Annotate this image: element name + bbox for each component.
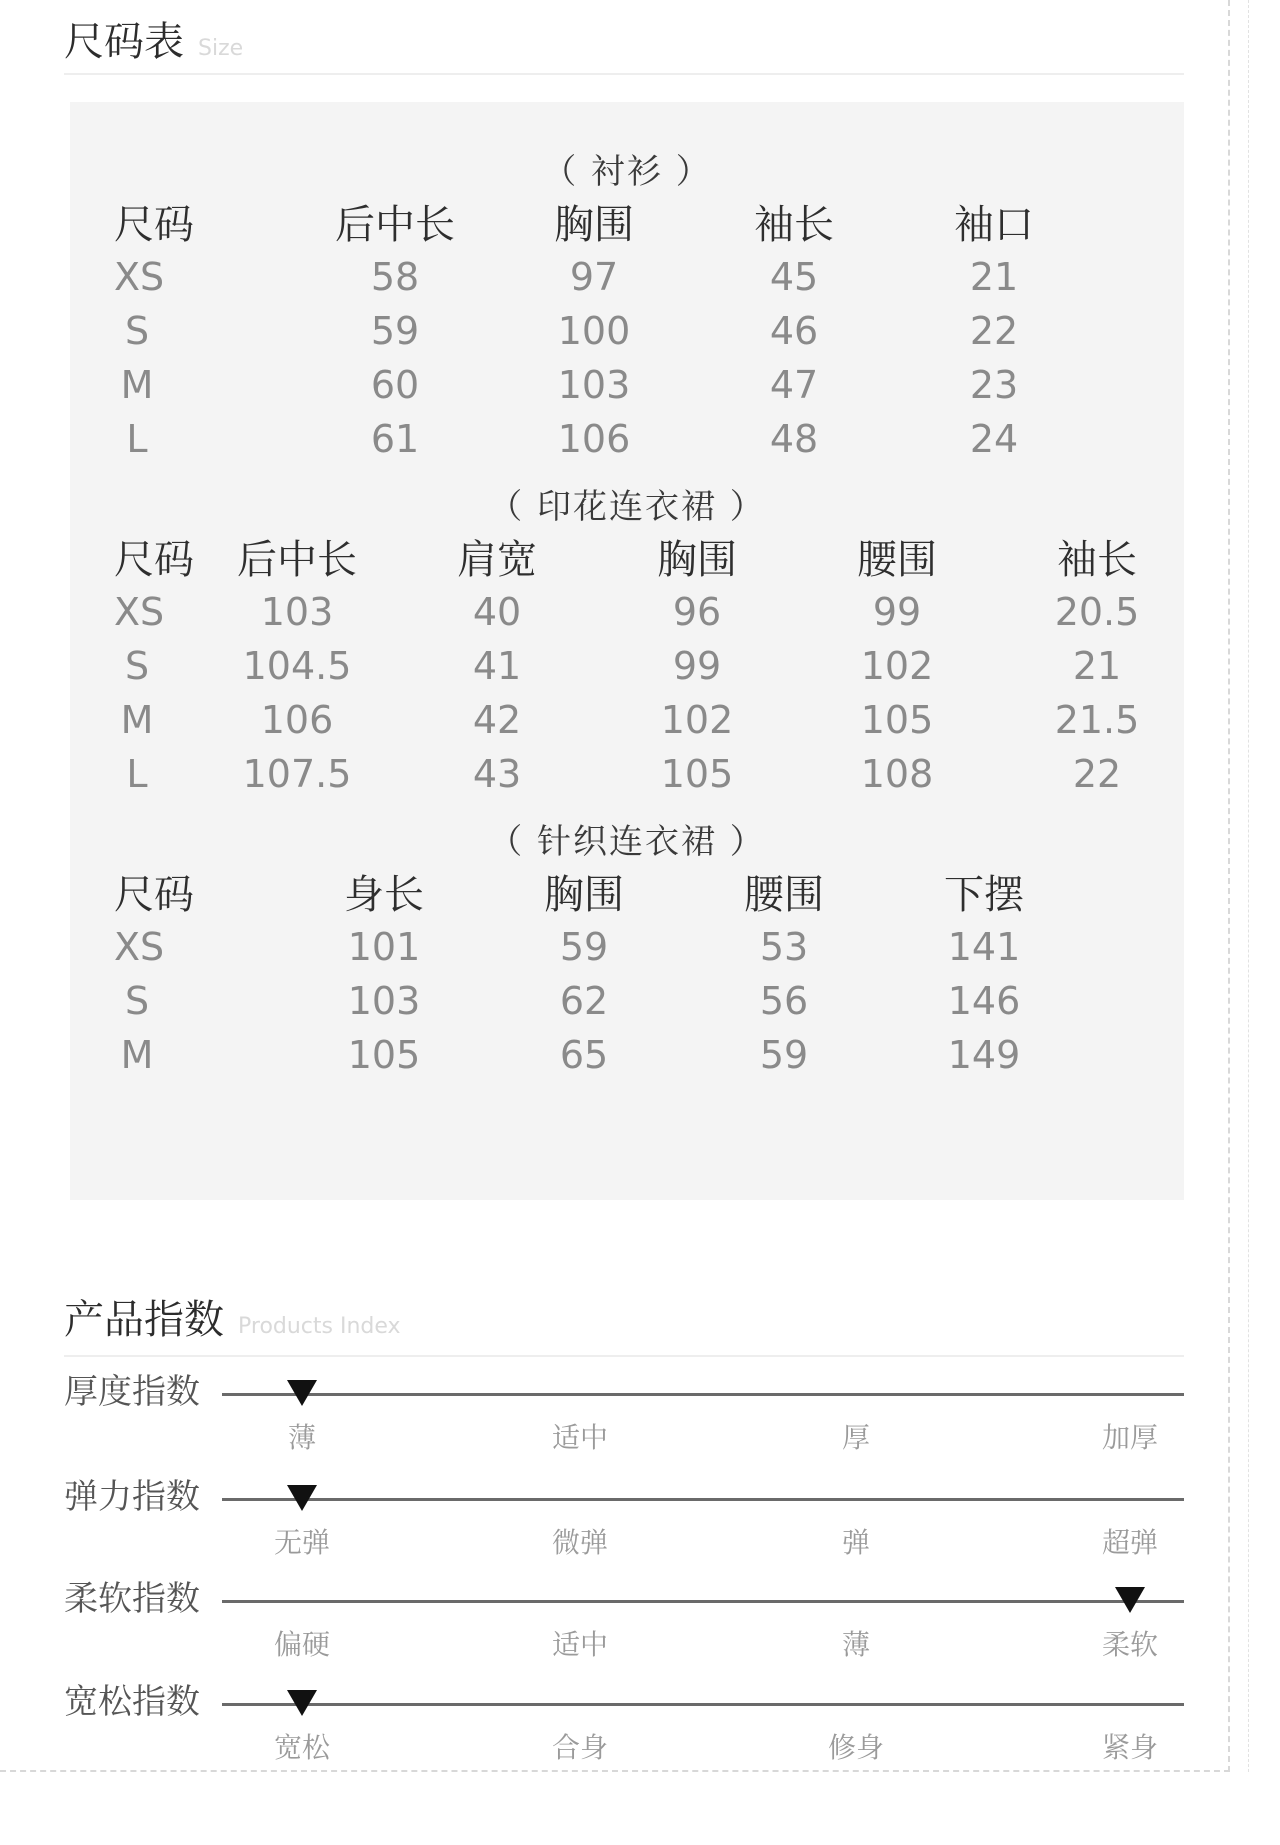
column-header: 腰围 — [857, 537, 937, 583]
table-header-row — [70, 198, 1184, 252]
table-cell: 105 — [660, 752, 734, 796]
index-level-label: 加厚 — [1101, 1421, 1159, 1454]
table-cell: 103 — [347, 979, 421, 1023]
size-section-divider — [64, 73, 1184, 75]
size-label: XS — [114, 590, 165, 634]
table-cell: 99 — [872, 590, 922, 634]
table-cell: 58 — [370, 255, 420, 299]
table-row — [70, 358, 1184, 412]
table-cell: 62 — [559, 979, 609, 1023]
index-section-divider — [64, 1355, 1184, 1357]
table-cell: 141 — [947, 925, 1021, 969]
size-section-header — [64, 19, 244, 65]
index-label: 厚度指数 — [64, 1372, 200, 1412]
table-cell: 46 — [769, 309, 819, 353]
index-marker-icon — [1115, 1587, 1145, 1613]
table-cell: 23 — [969, 363, 1019, 407]
table-cell: 101 — [347, 925, 421, 969]
table-cell: 20.5 — [1054, 590, 1140, 634]
column-header: 腰围 — [744, 872, 824, 918]
table-cell: 105 — [347, 1033, 421, 1077]
table-cell: 106 — [260, 698, 334, 742]
column-header: 胸围 — [554, 202, 634, 248]
column-header: 胸围 — [657, 537, 737, 583]
index-level-label: 修身 — [827, 1731, 885, 1764]
index-level-label: 紧身 — [1101, 1731, 1159, 1764]
column-header: 袖长 — [754, 202, 834, 248]
column-header: 身长 — [344, 872, 424, 918]
table-row — [70, 304, 1184, 358]
size-label: L — [126, 417, 148, 461]
table-cell: 21 — [969, 255, 1019, 299]
table-cell: 48 — [769, 417, 819, 461]
index-level-label: 弹 — [841, 1526, 871, 1559]
table-row — [70, 585, 1184, 639]
table-cell: 21.5 — [1054, 698, 1140, 742]
column-header: 胸围 — [544, 872, 624, 918]
size-section-subtitle: Size — [198, 36, 244, 61]
table-cell: 40 — [472, 590, 522, 634]
index-section-title: 产品指数 — [64, 1297, 224, 1343]
table-cell: 96 — [672, 590, 722, 634]
table-cell: 99 — [672, 644, 722, 688]
index-level-label: 厚 — [841, 1421, 871, 1454]
index-level-label: 适中 — [551, 1421, 609, 1454]
index-scale-line — [222, 1600, 1184, 1603]
table-cell: 22 — [969, 309, 1019, 353]
column-header: 袖长 — [1057, 537, 1137, 583]
table-cell: 59 — [559, 925, 609, 969]
column-header: 尺码 — [114, 537, 194, 583]
index-section-subtitle: Products Index — [238, 1314, 401, 1339]
column-header: 尺码 — [114, 872, 194, 918]
table-header-row — [70, 533, 1184, 587]
size-label: XS — [114, 925, 165, 969]
index-section-header — [64, 1297, 401, 1343]
size-label: M — [120, 363, 154, 407]
column-header: 尺码 — [114, 202, 194, 248]
table-row — [70, 639, 1184, 693]
table-row — [70, 747, 1184, 801]
size-section-title: 尺码表 — [64, 19, 184, 65]
table-cell: 108 — [860, 752, 934, 796]
table-cell: 47 — [769, 363, 819, 407]
column-header: 下摆 — [944, 872, 1024, 918]
index-level-label: 薄 — [841, 1628, 871, 1661]
table-cell: 65 — [559, 1033, 609, 1077]
product-index-row — [64, 1577, 1184, 1687]
column-header: 袖口 — [954, 202, 1034, 248]
table-cell: 59 — [759, 1033, 809, 1077]
product-index-row — [64, 1680, 1184, 1790]
index-marker-icon — [287, 1485, 317, 1511]
size-label: XS — [114, 255, 165, 299]
index-label: 弹力指数 — [64, 1477, 200, 1517]
table-cell: 53 — [759, 925, 809, 969]
size-label: M — [120, 1033, 154, 1077]
table-cell: 41 — [472, 644, 522, 688]
size-chart-panel — [70, 102, 1184, 1200]
column-header: 肩宽 — [457, 537, 537, 583]
size-label: M — [120, 698, 154, 742]
table-cell: 42 — [472, 698, 522, 742]
size-label: S — [124, 979, 150, 1023]
table-cell: 22 — [1072, 752, 1122, 796]
column-header: 后中长 — [335, 202, 455, 248]
table-cell: 100 — [557, 309, 631, 353]
table-cell: 146 — [947, 979, 1021, 1023]
table-caption: （ 衬衫 ） — [542, 152, 712, 192]
index-level-label: 微弹 — [551, 1526, 609, 1559]
index-level-label: 超弹 — [1101, 1526, 1159, 1559]
table-cell: 24 — [969, 417, 1019, 461]
table-cell: 102 — [860, 644, 934, 688]
index-level-label: 适中 — [551, 1628, 609, 1661]
table-cell: 43 — [472, 752, 522, 796]
table-cell: 60 — [370, 363, 420, 407]
table-row — [70, 693, 1184, 747]
outer-divider — [1248, 0, 1249, 1772]
index-marker-icon — [287, 1690, 317, 1716]
table-row — [70, 250, 1184, 304]
size-label: S — [124, 644, 150, 688]
table-cell: 103 — [260, 590, 334, 634]
table-cell: 104.5 — [242, 644, 352, 688]
index-level-label: 无弹 — [273, 1526, 331, 1559]
table-cell: 97 — [569, 255, 619, 299]
table-cell: 106 — [557, 417, 631, 461]
table-cell: 21 — [1072, 644, 1122, 688]
index-level-label: 柔软 — [1101, 1628, 1159, 1661]
table-caption: （ 印花连衣裙 ） — [488, 487, 766, 527]
table-cell: 149 — [947, 1033, 1021, 1077]
table-cell: 105 — [860, 698, 934, 742]
index-label: 柔软指数 — [64, 1579, 200, 1619]
table-row — [70, 920, 1184, 974]
table-cell: 102 — [660, 698, 734, 742]
index-scale-line — [222, 1498, 1184, 1501]
index-level-label: 合身 — [551, 1731, 609, 1764]
size-label: S — [124, 309, 150, 353]
index-marker-icon — [287, 1380, 317, 1406]
table-header-row — [70, 868, 1184, 922]
index-level-label: 宽松 — [273, 1731, 331, 1764]
table-row — [70, 1028, 1184, 1082]
table-cell: 45 — [769, 255, 819, 299]
table-cell: 103 — [557, 363, 631, 407]
product-index-row — [64, 1475, 1184, 1585]
table-cell: 56 — [759, 979, 809, 1023]
size-label: L — [126, 752, 148, 796]
table-caption: （ 针织连衣裙 ） — [488, 822, 766, 862]
index-level-label: 薄 — [287, 1421, 317, 1454]
index-level-label: 偏硬 — [273, 1628, 331, 1661]
column-header: 后中长 — [237, 537, 357, 583]
table-row — [70, 974, 1184, 1028]
index-scale-line — [222, 1703, 1184, 1706]
table-cell: 107.5 — [242, 752, 352, 796]
table-cell: 61 — [370, 417, 420, 461]
index-scale-line — [222, 1393, 1184, 1396]
index-label: 宽松指数 — [64, 1682, 200, 1722]
product-index-row — [64, 1370, 1184, 1480]
table-row — [70, 412, 1184, 466]
table-cell: 59 — [370, 309, 420, 353]
